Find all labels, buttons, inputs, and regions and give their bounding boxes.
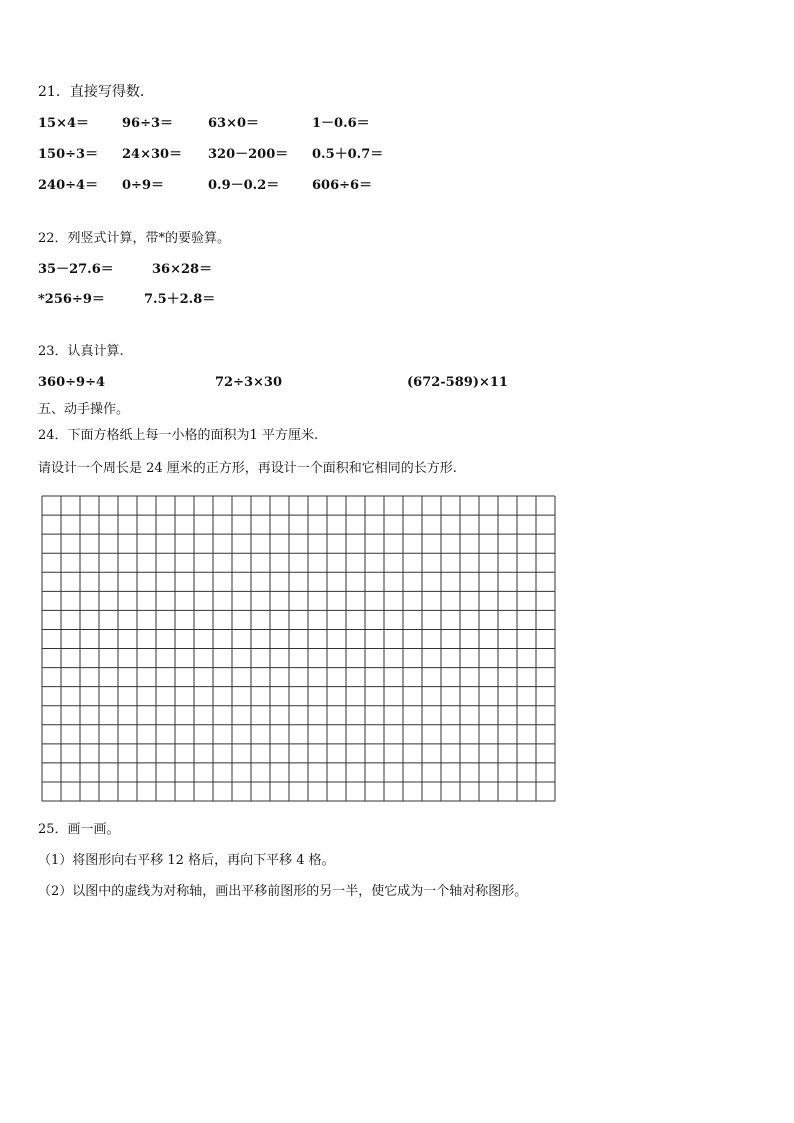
q21-item: 320－200＝ — [208, 147, 289, 162]
q21-item: 24×30＝ — [122, 147, 183, 162]
q21-item: 1－0.6＝ — [312, 116, 370, 131]
q21-item: 63×0＝ — [208, 116, 260, 131]
q21-item: 150÷3＝ — [38, 147, 99, 162]
q23-item: (672-589)×11 — [407, 375, 508, 390]
q23-title: 23．认真计算. — [38, 344, 124, 359]
q21-item: 15×4＝ — [38, 116, 90, 131]
q23-item: 72÷3×30 — [215, 375, 283, 390]
q21-item: 0.5＋0.7＝ — [312, 147, 384, 162]
q25-title: 25．画一画。 — [38, 822, 120, 837]
square-grid-paper[interactable] — [41, 495, 556, 803]
q22-item: *256÷9＝ — [38, 292, 105, 307]
q21-item: 0.9－0.2＝ — [208, 178, 280, 193]
q22-title: 22．列竖式计算，带*的要验算。 — [38, 231, 231, 246]
q22-item: 7.5＋2.8＝ — [144, 292, 216, 307]
section-title: 五、动手操作。 — [38, 402, 130, 417]
q21-title: 21．直接写得数． — [38, 84, 154, 100]
q24-instruction: 请设计一个周长是 24 厘米的正方形，再设计一个面积和它相同的长方形. — [38, 461, 457, 476]
q21-item: 96÷3＝ — [122, 116, 174, 131]
q21-item: 0÷9＝ — [122, 178, 164, 193]
q24-title: 24．下面方格纸上每一小格的面积为1 平方厘米. — [38, 428, 319, 443]
q23-item: 360÷9÷4 — [38, 375, 106, 390]
q25-item: （2）以图中的虚线为对称轴，画出平移前图形的另一半，使它成为一个轴对称图形。 — [38, 884, 528, 899]
q22-item: 36×28＝ — [152, 262, 213, 277]
q25-item: （1）将图形向右平移 12 格后，再向下平移 4 格。 — [38, 853, 335, 868]
q21-item: 240÷4＝ — [38, 178, 99, 193]
q22-item: 35－27.6＝ — [38, 262, 114, 277]
q21-item: 606÷6＝ — [312, 178, 373, 193]
